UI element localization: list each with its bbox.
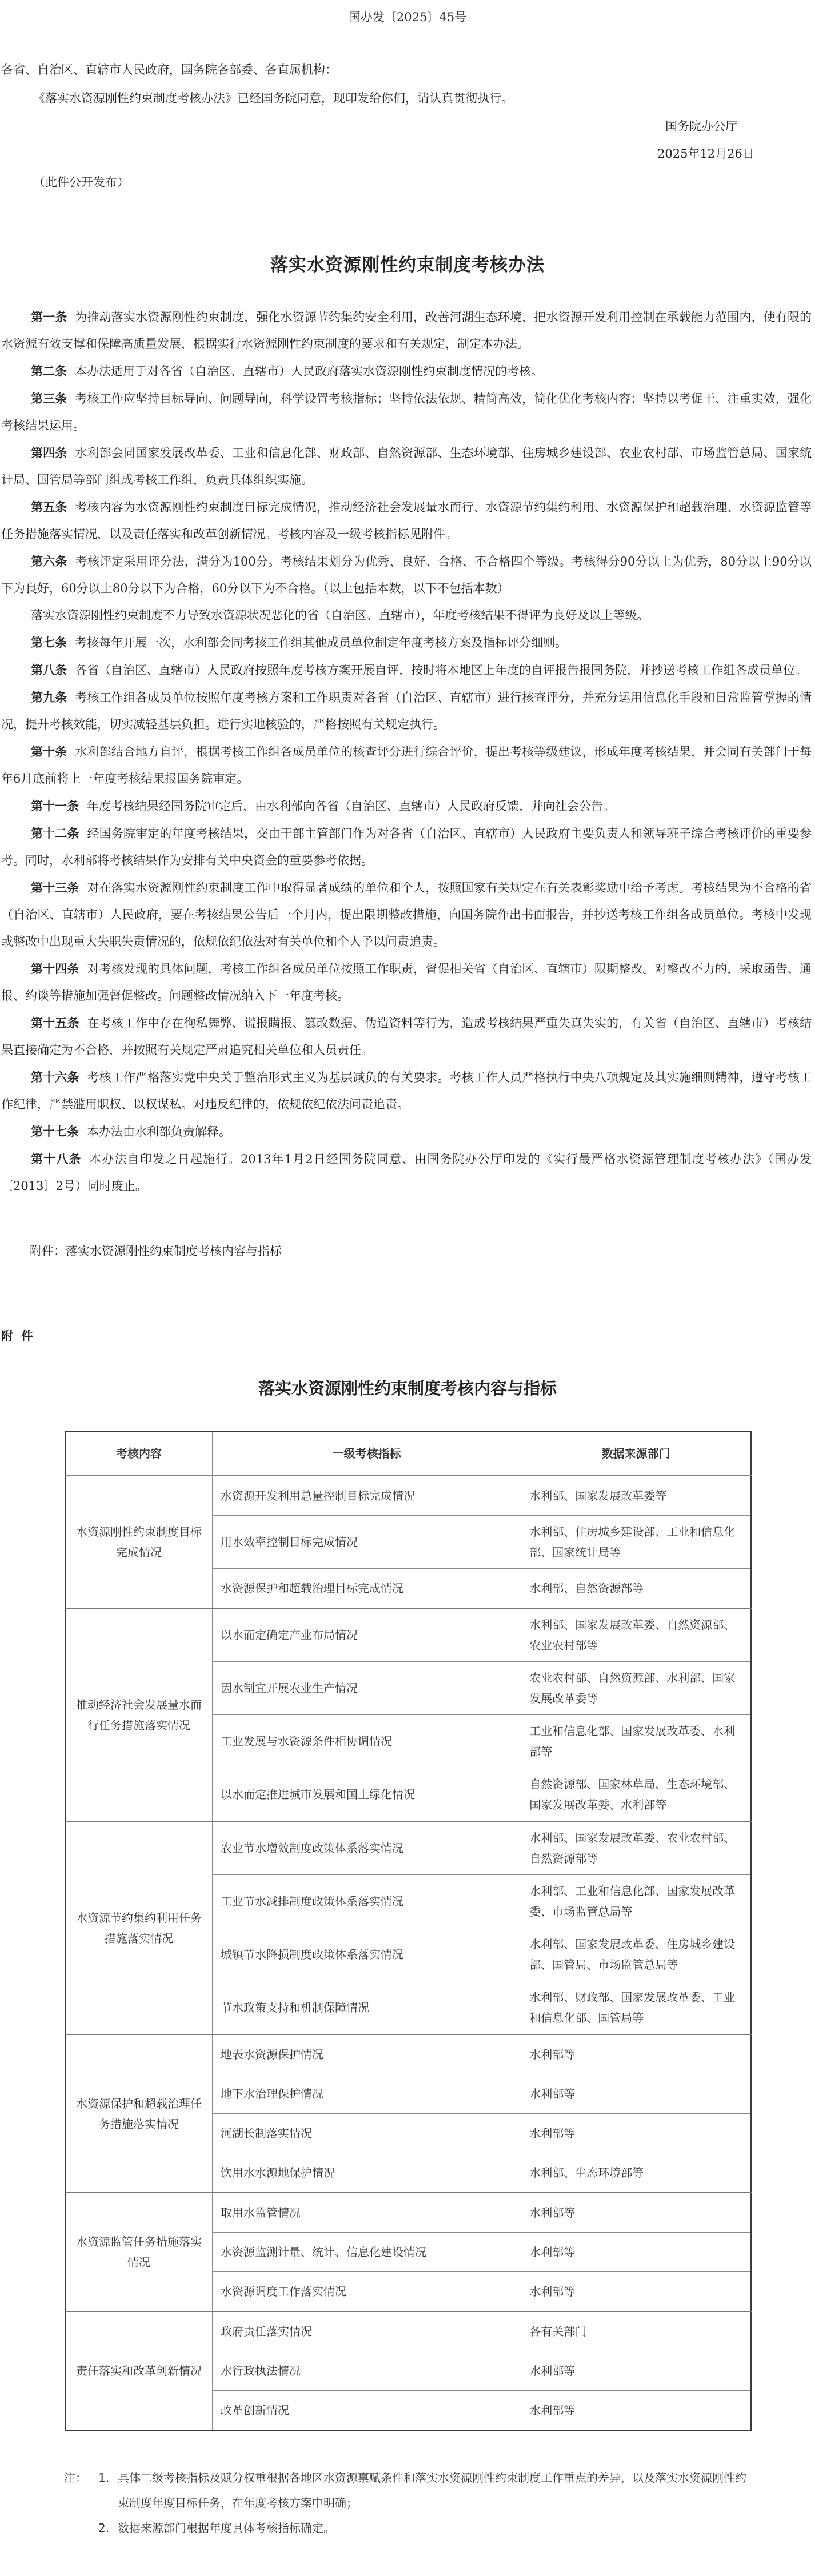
category-cell: 水资源刚性约束制度目标完成情况	[65, 1476, 213, 1608]
regulation-title: 落实水资源刚性约束制度考核办法	[270, 255, 545, 275]
table-row	[65, 1821, 751, 1875]
category-cell: 推动经济社会发展量水而行任务措施落实情况	[65, 1608, 213, 1821]
source-cell: 水利部等	[521, 2114, 751, 2153]
article-text: 经国务院审定的年度考核结果，交由干部主管部门作为对各省（自治区、直辖市）人民政府主要负责人和领导班子综合考核评价的重要参考。同时，水利部将考核结果作为安排有关中央资金的重要参考依据。	[1, 827, 812, 867]
table-row	[65, 1608, 751, 1662]
article-number: 第三条	[31, 391, 67, 406]
article-paragraph	[1, 1118, 812, 1145]
indicator-cell: 地下水治理保护情况	[213, 2074, 521, 2114]
indicators-table	[65, 1431, 752, 2431]
source-cell: 水利部、国家发展改革委、住房城乡建设部、国管局、市场监管总局等	[521, 1928, 751, 1981]
category-cell: 水资源保护和超载治理任务措施落实情况	[65, 2034, 213, 2193]
article-number: 第五条	[31, 500, 67, 514]
source-cell: 水利部、国家发展改革委、农业农村部、自然资源部等	[521, 1821, 751, 1875]
indicator-cell: 水资源保护和超载治理目标完成情况	[213, 1569, 521, 1609]
source-cell: 水利部、住房城乡建设部、工业和信息化部、国家统计局等	[521, 1516, 751, 1569]
article-text: 对考核发现的具体问题，考核工作组各成员单位按照工作职责，督促相关省（自治区、直辖市）限期整改。对整改不力的，采取函告、通报、约谈等措施加强督促整改。问题整改情况纳入下一年度考核。	[1, 962, 812, 1003]
article-text: 本办法自印发之日起施行。2013年1月2日经国务院同意、由国务院办公厅印发的《实行最严格水资源管理制度考核办法》（国办发〔2013〕2号）同时废止。	[1, 1152, 812, 1193]
note-item	[64, 2465, 756, 2515]
article-paragraph	[1, 955, 812, 1009]
header-source: 数据来源部门	[521, 1431, 751, 1476]
table-row	[65, 1476, 751, 1516]
article-text: 本办法适用于对各省（自治区、直辖市）人民政府落实水资源刚性约束制度情况的考核。	[75, 364, 543, 378]
source-cell: 水利部等	[521, 2233, 751, 2272]
source-cell: 工业和信息化部、国家发展改革委、水利部等	[521, 1715, 751, 1768]
article-text: 各省（自治区、直辖市）人民政府按照年度考核方案开展自评，按时将本地区上年度的自评报告报国务院，并抄送考核工作组各成员单位。	[75, 663, 807, 677]
source-cell: 农业农村部、自然资源部、水利部、国家发展改革委等	[521, 1662, 751, 1715]
source-cell: 水利部、财政部、国家发展改革委、工业和信息化部、国管局等	[521, 1981, 751, 2035]
article-text: 水利部会同国家发展改革委、工业和信息化部、财政部、自然资源部、生态环境部、住房城乡建设部、农业农村部、市场监管总局、国家统计局、国管局等部门组成考核工作组，负责具体组织实施。	[1, 446, 812, 487]
article-number: 第十八条	[31, 1152, 82, 1166]
article-text: 考核每年开展一次，水利部会同考核工作组其他成员单位制定年度考核方案及指标评分细则。	[75, 636, 567, 650]
article-text: 本办法由水利部负责解释。	[87, 1125, 231, 1139]
source-cell: 水利部等	[521, 2391, 751, 2431]
article-paragraph	[1, 602, 812, 629]
indicator-cell: 因水制宜开展农业生产情况	[213, 1662, 521, 1715]
article-paragraph	[1, 1009, 812, 1064]
indicator-cell: 以水而定推进城市发展和国土绿化情况	[213, 1768, 521, 1822]
table-header-row	[65, 1431, 751, 1476]
source-cell: 水利部等	[521, 2193, 751, 2233]
note-number: 2.	[98, 2521, 110, 2535]
public-note: （此件公开发布）	[33, 175, 129, 189]
article-number: 第八条	[31, 663, 67, 677]
addressee: 各省、自治区、直辖市人民政府，国务院各部委、各直属机构：	[1, 63, 337, 77]
article-text: 为推动落实水资源刚性约束制度，强化水资源节约集约安全利用，改善河湖生态环境，把水资源开发利用控制在承载能力范围内，使有限的水资源有效支撑和保障高质量发展，根据实行水资源刚性约束制度的要求和有关规定，制定本办法。	[1, 310, 812, 351]
indicator-cell: 取用水监管情况	[213, 2193, 521, 2233]
article-number: 第九条	[31, 690, 67, 704]
note-number: 1.	[98, 2471, 110, 2485]
article-paragraph	[1, 494, 812, 548]
articles	[1, 303, 812, 1200]
article-paragraph	[1, 439, 812, 494]
indicator-cell: 政府责任落实情况	[213, 2311, 521, 2351]
article-number: 第一条	[31, 310, 67, 324]
article-paragraph	[1, 738, 812, 792]
source-cell: 水利部等	[521, 2034, 751, 2074]
note-text: 具体二级考核指标及赋分权重根据各地区水资源禀赋条件和落实水资源刚性约束制度工作重点的差异，以及落实水资源刚性约束制度年度目标任务，在年度考核方案中明确；	[118, 2471, 746, 2510]
note-prefix: 注：	[64, 2471, 87, 2485]
indicator-cell: 地表水资源保护情况	[213, 2034, 521, 2074]
attachment-reference: 附件：落实水资源刚性约束制度考核内容与指标	[30, 1244, 282, 1258]
article-number: 第七条	[31, 635, 67, 650]
source-cell: 水利部、生态环境部等	[521, 2153, 751, 2193]
source-cell: 自然资源部、国家林草局、生态环境部、国家发展改革委、水利部等	[521, 1768, 751, 1822]
indicator-cell: 农业节水增效制度政策体系落实情况	[213, 1821, 521, 1875]
issue-date: 2025年12月26日	[657, 147, 754, 161]
article-text: 考核工作组各成员单位按照年度考核方案和工作职责对各省（自治区、直辖市）进行核查评分，并充分运用信息化手段和日常监管掌握的情况，提升考核效能，切实减轻基层负担。进行实地核验的，严格按照有关规定执行。	[1, 691, 812, 731]
indicator-cell: 水资源监测计量、统计、信息化建设情况	[213, 2233, 521, 2272]
article-text: 落实水资源刚性约束制度不力导致水资源状况恶化的省（自治区、直辖市），年度考核结果不得评为良好及以上等级。	[31, 608, 649, 622]
indicator-cell: 节水政策支持和机制保障情况	[213, 1981, 521, 2035]
article-paragraph	[1, 303, 812, 358]
source-cell: 水利部、自然资源部等	[521, 1569, 751, 1609]
article-number: 第十四条	[31, 962, 79, 976]
article-text: 考核工作应坚持目标导向、问题导向，科学设置考核指标；坚持依法依规、精简高效，简化优化考核内容；坚持以考促干、注重实效，强化考核结果运用。	[1, 392, 812, 432]
article-paragraph	[1, 684, 812, 738]
source-cell: 水利部、国家发展改革委、自然资源部、农业农村部等	[521, 1608, 751, 1662]
article-paragraph	[1, 548, 812, 602]
article-paragraph	[1, 820, 812, 874]
article-number: 第十二条	[31, 826, 79, 840]
article-number: 第四条	[31, 446, 67, 460]
indicator-cell: 改革创新情况	[213, 2391, 521, 2431]
article-text: 考核内容为水资源刚性约束制度目标完成情况，推动经济社会发展量水而行、水资源节约集约利用、水资源保护和超载治理、水资源监管等任务措施落实情况，以及责任落实和改革创新情况。考核内容及一级考核指标见附件。	[1, 500, 812, 541]
category-cell: 水资源节约集约利用任务措施落实情况	[65, 1821, 213, 2034]
source-cell: 水利部、国家发展改革委等	[521, 1476, 751, 1516]
indicator-cell: 河湖长制落实情况	[213, 2114, 521, 2153]
article-number: 第十七条	[31, 1124, 79, 1139]
article-paragraph	[1, 874, 812, 955]
article-paragraph	[1, 385, 812, 439]
note-item	[64, 2515, 756, 2541]
article-number: 第十六条	[31, 1070, 79, 1084]
table-notes	[64, 2465, 756, 2541]
article-text: 水利部结合地方自评，根据考核工作组各成员单位的核查评分进行综合评价，提出考核等级建议，形成年度考核结果，并会同有关部门于每年6月底前将上一年度考核结果报国务院审定。	[1, 745, 812, 786]
source-cell: 水利部等	[521, 2074, 751, 2114]
indicator-cell: 水资源开发利用总量控制目标完成情况	[213, 1476, 521, 1516]
article-paragraph	[1, 1145, 812, 1200]
indicator-cell: 饮用水水源地保护情况	[213, 2153, 521, 2193]
category-cell: 水资源监管任务措施落实情况	[65, 2193, 213, 2311]
article-paragraph	[1, 629, 812, 656]
article-number: 第二条	[31, 364, 67, 378]
note-text: 数据来源部门根据年度具体考核指标确定。	[118, 2521, 335, 2535]
article-text: 年度考核结果经国务院审定后，由水利部向各省（自治区、直辖市）人民政府反馈，并向社会公告。	[87, 799, 615, 813]
intro-paragraph: 《落实水资源刚性约束制度考核办法》已经国务院同意，现印发给你们，请认真贯彻执行。	[33, 91, 513, 105]
article-number: 第十一条	[31, 799, 79, 813]
source-cell: 水利部、工业和信息化部、国家发展改革委、市场监管总局等	[521, 1875, 751, 1928]
article-paragraph	[1, 1064, 812, 1118]
indicator-cell: 水行政执法情况	[213, 2351, 521, 2391]
article-number: 第十条	[31, 744, 67, 759]
article-text: 考核工作严格落实党中央关于整治形式主义为基层减负的有关要求。考核工作人员严格执行中央八项规定及其实施细则精神，遵守考核工作纪律，严禁滥用职权、以权谋私。对违反纪律的，依规依纪依法问责追责。	[1, 1071, 812, 1111]
annex-title: 落实水资源刚性约束制度考核内容与指标	[258, 1379, 557, 1398]
article-number: 第十三条	[31, 880, 79, 895]
header-indicator: 一级考核指标	[213, 1431, 521, 1476]
article-number: 第六条	[31, 554, 67, 568]
note-prefix-spacer	[64, 2515, 98, 2541]
article-number: 第十五条	[31, 1016, 79, 1030]
article-text: 对在落实水资源刚性约束制度工作中取得显著成绩的单位和个人，按照国家有关规定在有关表彰奖励中给予考虑。考核结果为不合格的省（自治区、直辖市）人民政府，要在考核结果公告后一个月内，提出限期整改措施，向国务院作出书面报告，并抄送考核工作组各成员单位。考核中发现或整改中出现重大失职失责情况的，依规依纪依法对有关单位和个人予以问责追责。	[1, 881, 812, 948]
indicator-cell: 用水效率控制目标完成情况	[213, 1516, 521, 1569]
article-paragraph	[1, 656, 812, 684]
annex-label: 附件	[1, 1329, 41, 1343]
article-text: 在考核工作中存在徇私舞弊、谎报瞒报、篡改数据、伪造资料等行为，造成考核结果严重失真失实的，有关省（自治区、直辖市）考核结果直接确定为不合格，并按照有关规定严肃追究相关单位和人员责任。	[1, 1016, 812, 1057]
source-cell: 各有关部门	[521, 2311, 751, 2351]
source-cell: 水利部等	[521, 2272, 751, 2312]
source-cell: 水利部等	[521, 2351, 751, 2391]
header-category: 考核内容	[65, 1431, 213, 1476]
table-body	[65, 1476, 751, 2430]
indicator-cell: 工业节水减排制度政策体系落实情况	[213, 1875, 521, 1928]
article-paragraph	[1, 358, 812, 385]
category-cell: 责任落实和改革创新情况	[65, 2311, 213, 2430]
indicator-cell: 水资源调度工作落实情况	[213, 2272, 521, 2312]
indicator-cell: 城镇节水降损制度政策体系落实情况	[213, 1928, 521, 1981]
table-row	[65, 2034, 751, 2074]
table-row	[65, 2193, 751, 2233]
article-text: 考核评定采用评分法，满分为100分。考核结果划分为优秀、良好、合格、不合格四个等级。考核得分90分以上为优秀，80分以上90分以下为良好，60分以上80分以下为合格，60分以下为不合格。（以上包括本数，以下不包括本数）	[1, 555, 812, 595]
indicator-cell: 以水而定确定产业布局情况	[213, 1608, 521, 1662]
article-paragraph	[1, 792, 812, 820]
indicator-cell: 工业发展与水资源条件相协调情况	[213, 1715, 521, 1768]
table-row	[65, 2311, 751, 2351]
doc-number: 国办发〔2025〕45号	[348, 10, 467, 24]
issuer: 国务院办公厅	[665, 119, 737, 133]
